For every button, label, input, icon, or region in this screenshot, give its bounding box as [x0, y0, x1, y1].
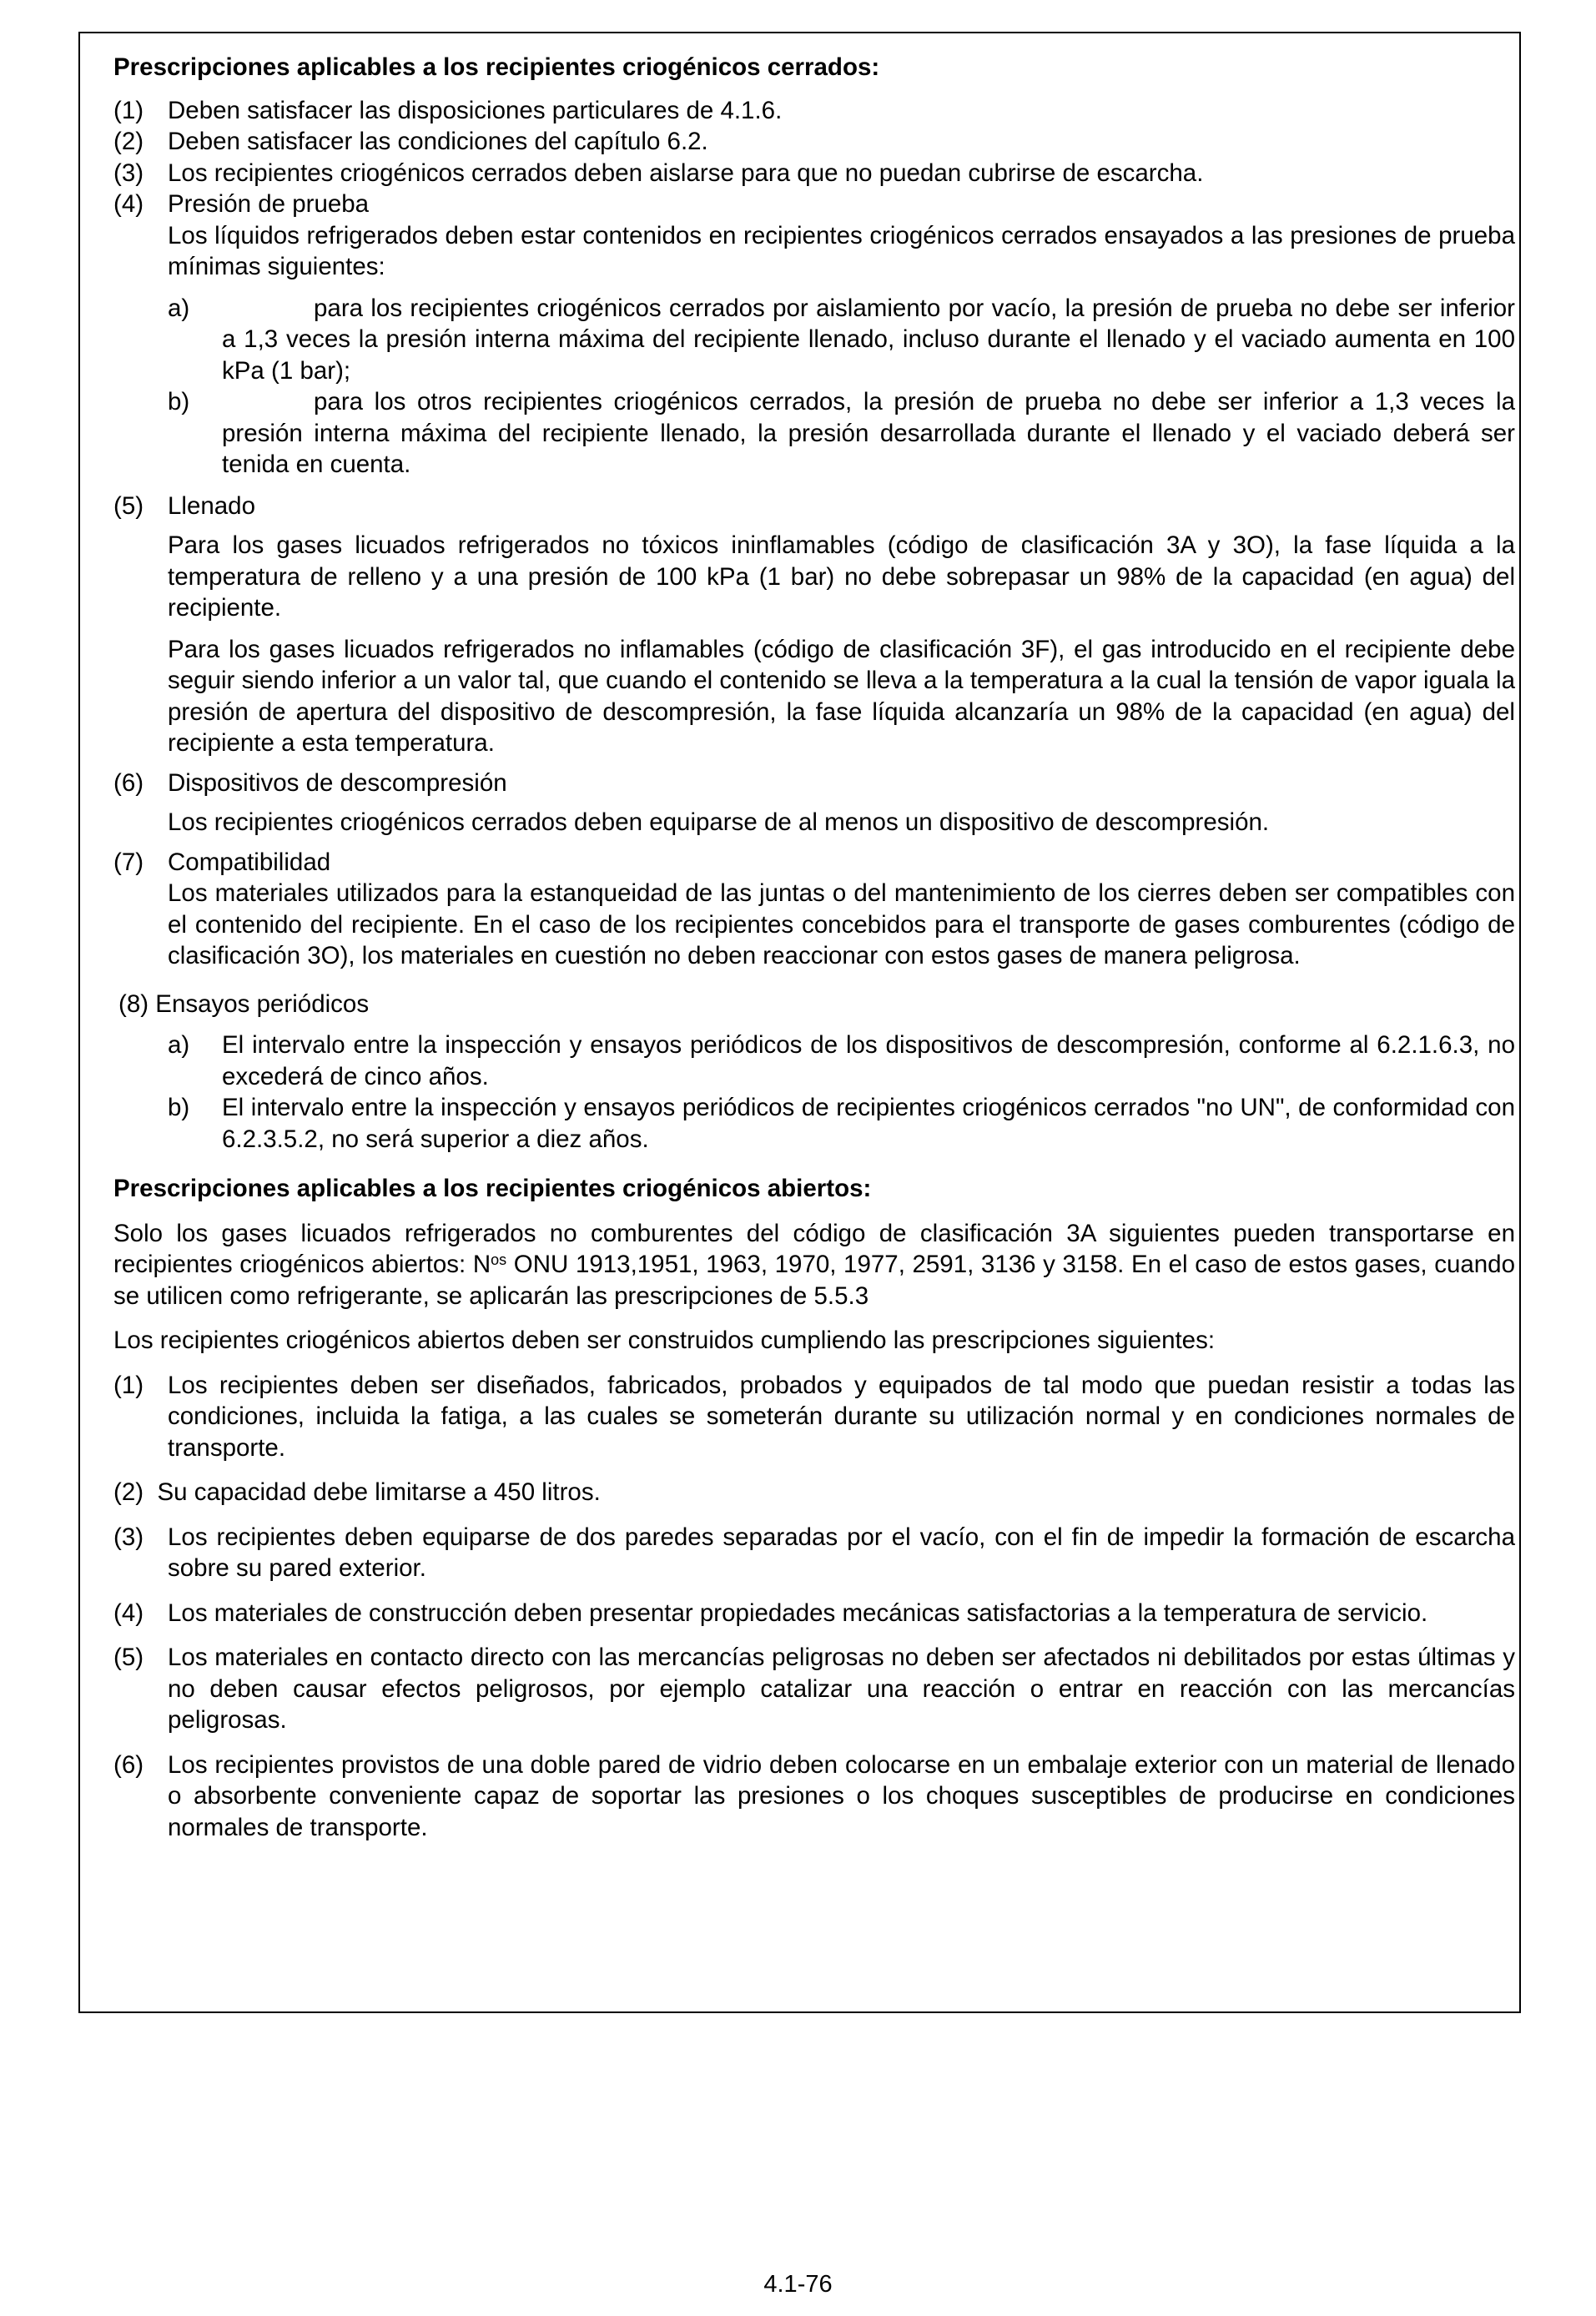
item-title: Ensayos periódicos: [155, 989, 370, 1018]
item-title-row: [113, 768, 1515, 799]
subitem-text: para los recipientes criogénicos cerrados por aislamiento por vacío, la presión de prueba no debe ser inferior a 1,3 veces la presión interna máxima del recipiente llenado, incluso durante el llenado y el vaciado aumenta en 100 kPa (1 bar);: [222, 294, 1515, 385]
closed-item-6: [113, 768, 1515, 838]
intro-superscript: os: [491, 1251, 507, 1268]
item-text: Su capacidad debe limitarse a 450 litros.: [157, 1478, 601, 1506]
open-item-5: [113, 1642, 1515, 1736]
page-number: 4.1-76: [763, 2271, 833, 2298]
item-paragraph-2: Para los gases licuados refrigerados no inflamables (código de clasificación 3F), el gas introducido en el recipiente debe seguir siendo inferior a un valor tal, que cuando el contenido se lleva a la temperatura a la cual la tensión de vapor iguala la presión de apertura del dispositivo de descompresión, la fase líquida alcanzaría un 98% de la capacidad (en agua) del recipiente a esta temperatura.: [168, 635, 1515, 757]
item-number: (3): [113, 1523, 144, 1551]
closed-item-5: [113, 491, 1515, 759]
open-intro: [113, 1218, 1515, 1312]
item-text: Los materiales de construcción deben presentar propiedades mecánicas satisfactorias a la temperatura de servicio.: [168, 1599, 1428, 1627]
item-title-row: [113, 491, 1515, 522]
subitem-b: [113, 386, 1515, 481]
subitem-letter: a): [168, 294, 190, 322]
open-item-1: [113, 1370, 1515, 1464]
item-number: (4): [113, 1599, 144, 1627]
subitem-letter: b): [168, 388, 190, 415]
closed-item-8: [113, 989, 1515, 1155]
provisions-box: [78, 32, 1521, 2013]
item-text: Los líquidos refrigerados deben estar contenidos en recipientes criogénicos cerrados ensayados a las presiones de prueba mínimas siguientes:: [168, 221, 1515, 280]
open-item-3: [113, 1522, 1515, 1584]
provisions-content: [113, 52, 1515, 1843]
item-title: Llenado: [168, 491, 255, 520]
item-title: Compatibilidad: [168, 848, 331, 876]
item-number: (3): [113, 159, 144, 187]
item-text: Los recipientes provistos de una doble pared de vidrio deben colocarse en un embalaje exterior con un material de llenado o absorbente conveniente capaz de soportar las presiones o los choques susceptibles de producirse en condiciones normales de transporte.: [168, 1750, 1515, 1841]
closed-item-3: [113, 158, 1515, 189]
open-item-4: [113, 1598, 1515, 1629]
item-number: (5): [113, 491, 144, 520]
item-text: Deben satisfacer las disposiciones particulares de 4.1.6.: [168, 96, 783, 124]
closed-list: [113, 95, 1515, 1155]
item-title-row: [113, 989, 1515, 1020]
closed-heading: Prescripciones aplicables a los recipientes criogénicos cerrados:: [113, 53, 880, 81]
subitem-text: El intervalo entre la inspección y ensayos periódicos de los dispositivos de descompresión, conforme al 6.2.1.6.3, no excederá de cinco años.: [222, 1031, 1515, 1090]
item-text: Los recipientes criogénicos cerrados deben equiparse de al menos un dispositivo de descompresión.: [168, 808, 1270, 836]
closed-item-2: [113, 126, 1515, 158]
item-title: Dispositivos de descompresión: [168, 768, 507, 797]
item-title-row: [113, 189, 1515, 220]
item-text: Deben satisfacer las condiciones del capítulo 6.2.: [168, 128, 708, 155]
item-number: (1): [113, 96, 144, 124]
item-text: Los recipientes criogénicos cerrados deben aislarse para que no puedan cubrirse de escarcha.: [168, 159, 1204, 187]
subitem-b: [113, 1092, 1515, 1155]
item-title: Presión de prueba: [168, 190, 370, 218]
item-number: (6): [113, 1750, 144, 1779]
item-number: (5): [113, 1644, 144, 1671]
open-item-6: [113, 1750, 1515, 1844]
subitem-a: [113, 1030, 1515, 1092]
intro-text-a: Solo los gases licuados refrigerados no comburentes del código de clasificación 3A siguientes pueden transportarse en recipientes criogénicos abiertos: N: [113, 1219, 1515, 1278]
item-title-row: [113, 847, 1515, 879]
subitem-text: para los otros recipientes criogénicos cerrados, la presión de prueba no debe ser inferior a 1,3 veces la presión interna máxima del recipiente llenado, la presión desarrollada durante el llenado y el vaciado deberá ser tenida en cuenta.: [222, 388, 1515, 478]
closed-item-1: [113, 95, 1515, 127]
item-number: (1): [113, 1371, 144, 1399]
open-item-2: [113, 1477, 1515, 1508]
item-text: Los recipientes deben equiparse de dos paredes separadas por el vacío, con el fin de impedir la formación de escarcha sobre su pared exterior.: [168, 1523, 1515, 1582]
item-number: (4): [113, 190, 144, 218]
subitem-letter: a): [168, 1031, 190, 1059]
open-heading: Prescripciones aplicables a los recipientes criogénicos abiertos:: [113, 1175, 872, 1202]
item-number: (7): [113, 848, 144, 876]
subitem-text: El intervalo entre la inspección y ensayos periódicos de recipientes criogénicos cerrados "no UN", de conformidad con 6.2.3.5.2, no será superior a diez años.: [222, 1094, 1515, 1153]
item-number: (2): [113, 1478, 144, 1506]
item-text: Los materiales utilizados para la estanqueidad de las juntas o del mantenimiento de los cierres deben ser compatibles con el contenido del recipiente. En el caso de los recipientes concebidos para el transporte de gases comburentes (código de clasificación 3O), los materiales en cuestión no deben reaccionar con estos gases de manera peligrosa.: [168, 879, 1515, 969]
item-number: (6): [113, 768, 144, 797]
open-lead: Los recipientes criogénicos abiertos deben ser construidos cumpliendo las prescripciones siguientes:: [113, 1327, 1216, 1354]
intro-text-b: ONU 1913,1951, 1963, 1970, 1977, 2591, 3136 y 3158. En el caso de estos gases, cuando se utilicen como refrigerante, se aplicarán las prescripciones de 5.5.3: [113, 1251, 1515, 1310]
item-paragraph-1: Para los gases licuados refrigerados no tóxicos ininflamables (código de clasificación 3A y 3O), la fase líquida a la temperatura de relleno y a una presión de 100 kPa (1 bar) no debe sobrepasar un 98% de la capacidad (en agua) del recipiente.: [168, 531, 1515, 622]
subitem-letter: b): [168, 1094, 190, 1121]
item-number: (2): [113, 128, 144, 155]
subitem-a: [113, 293, 1515, 387]
open-list: [113, 1370, 1515, 1844]
item-number: (8): [118, 989, 149, 1018]
item-text: Los materiales en contacto directo con las mercancías peligrosas no deben ser afectados ni debilitados por estas últimas y no deben causar efectos peligrosos, por ejemplo catalizar una reacción o entrar en reacción con las mercancías peligrosas.: [168, 1644, 1515, 1734]
item-text: Los recipientes deben ser diseñados, fabricados, probados y equipados de tal modo que puedan resistir a todas las condiciones, incluida la fatiga, a las cuales se someterán durante su utilización normal y en condiciones normales de transporte.: [168, 1371, 1515, 1462]
closed-item-7: [113, 847, 1515, 972]
closed-item-4: [113, 189, 1515, 481]
